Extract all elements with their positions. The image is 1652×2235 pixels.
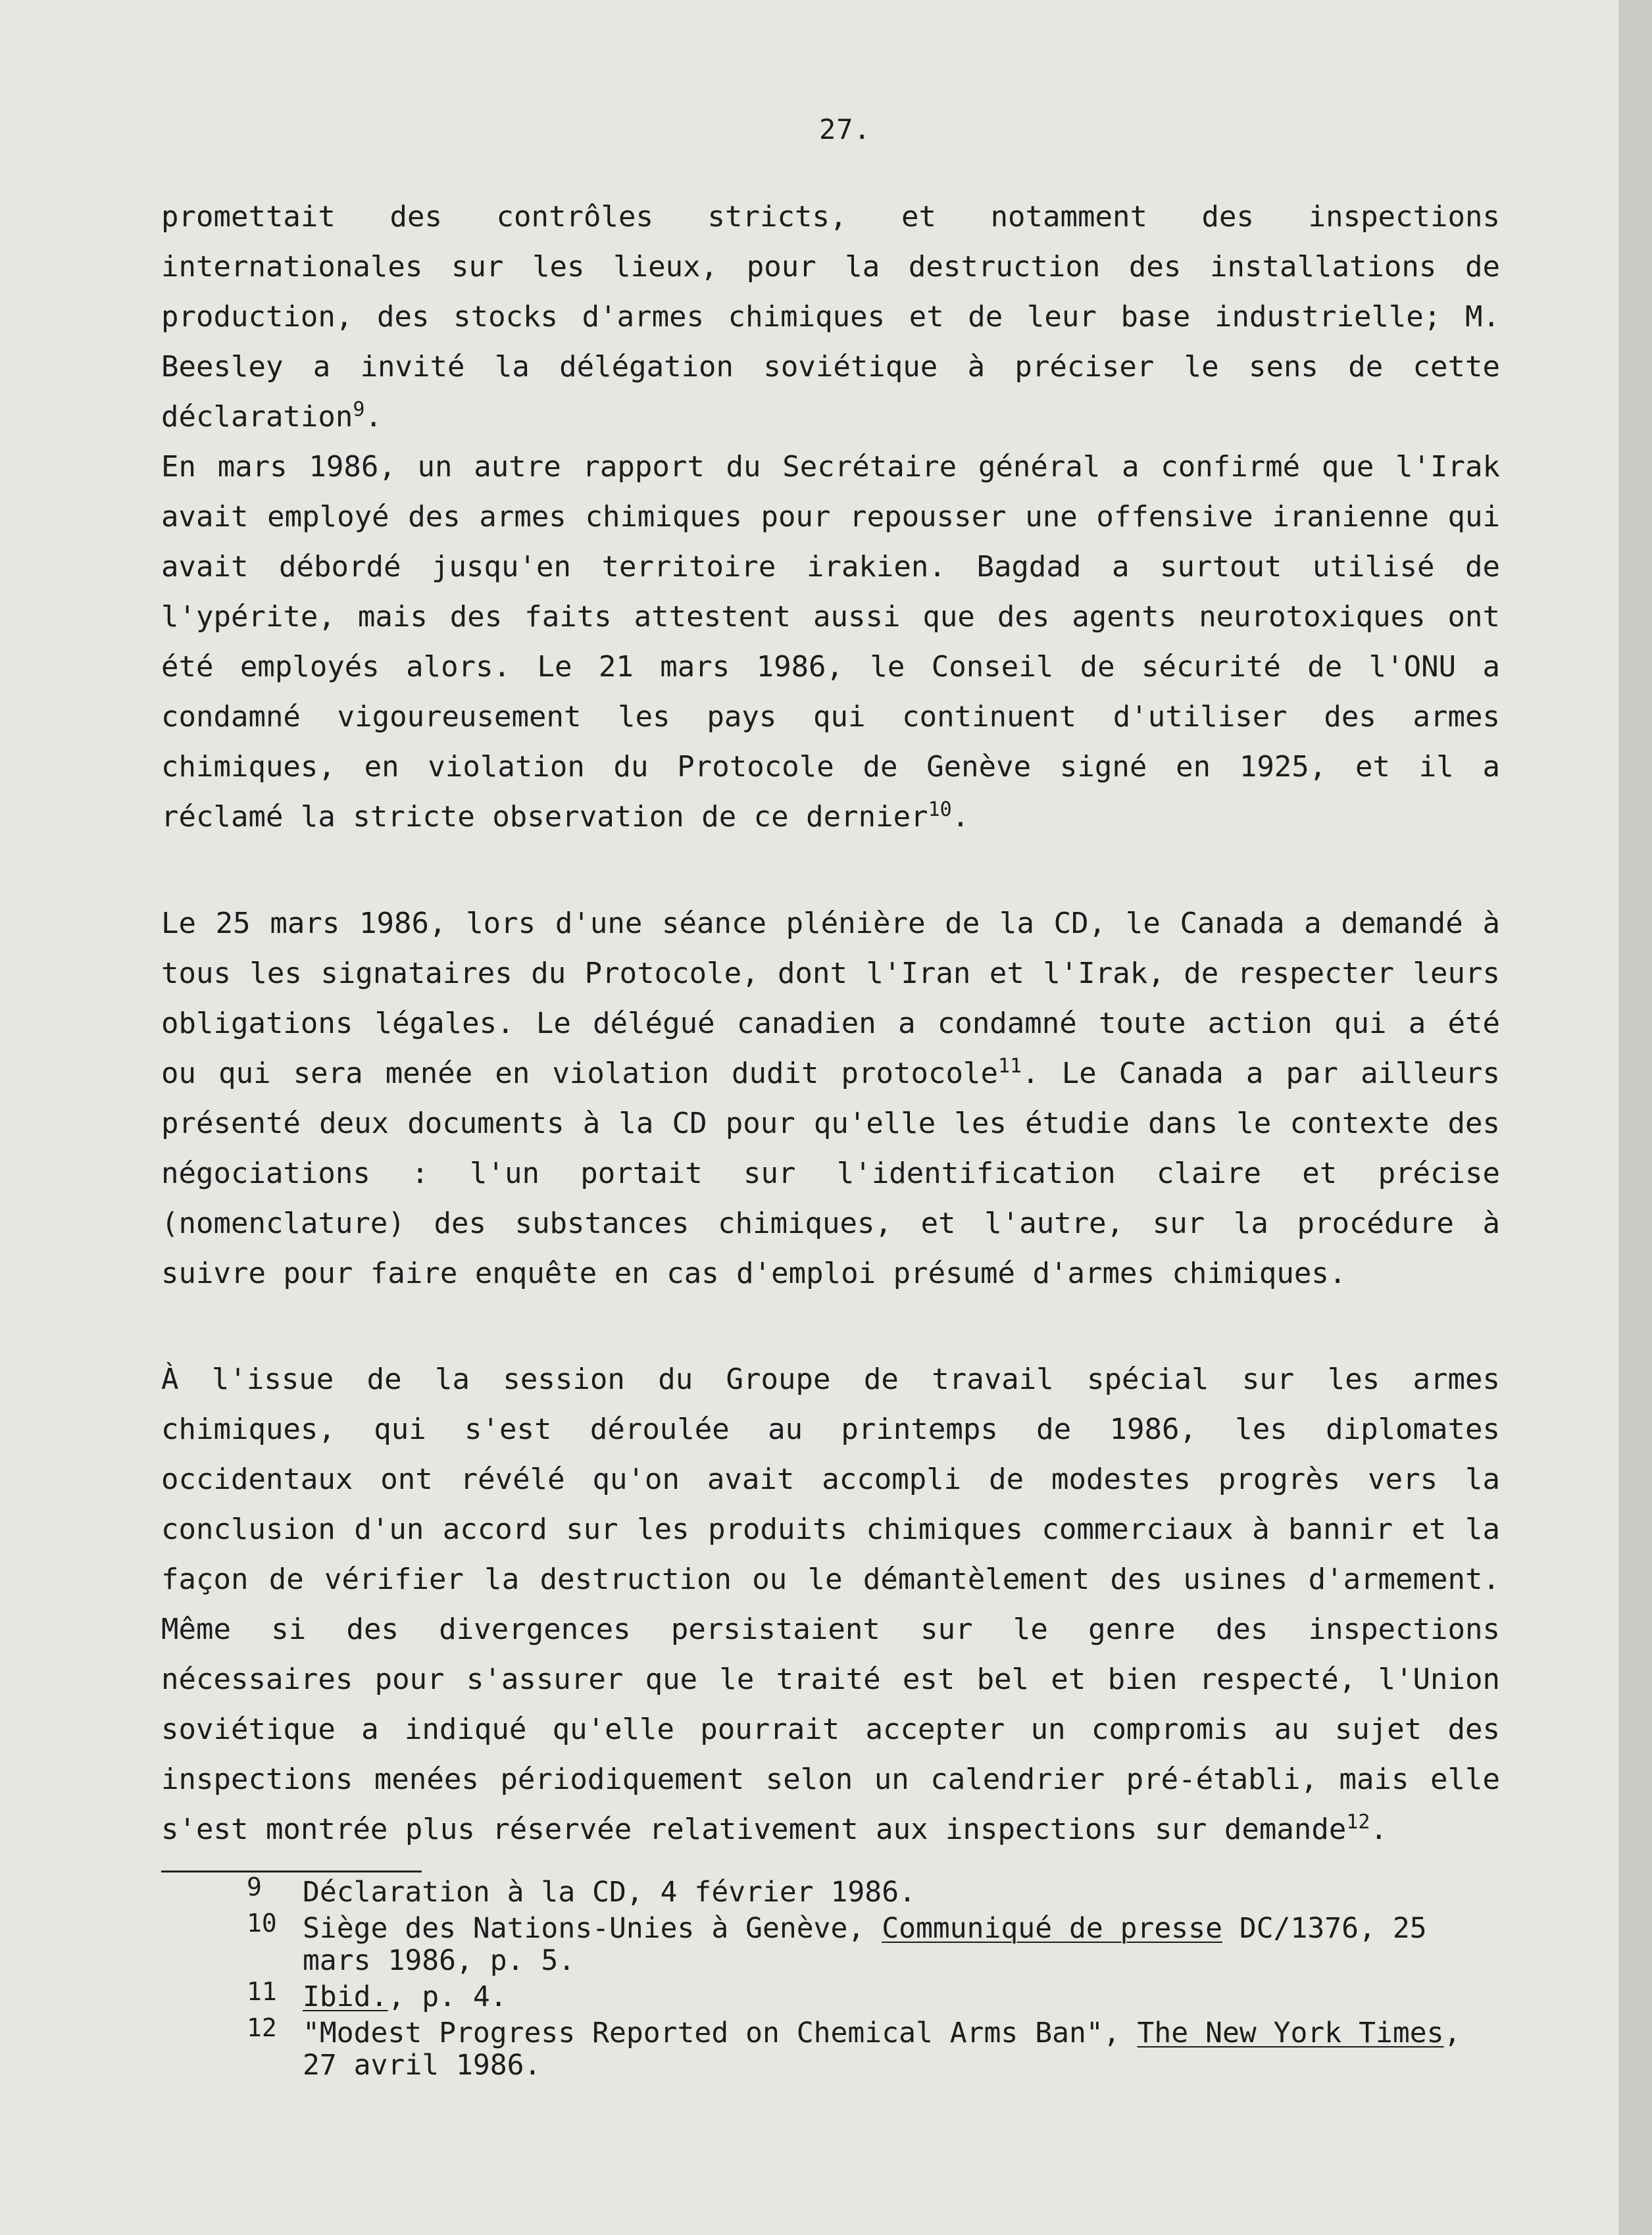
footnote-11: 11 Ibid., p. 4. <box>247 1977 507 2013</box>
paragraph-1: promettait des contrôles stricts, et notamment des inspections internationales sur les lieux, pour la destruction des installations de production, des stocks d'armes chimiques et de leur base industrielle; M. Beesley a invité la délégation soviétique à préciser le sens de cette déclaration$^9$. <box>161 200 1500 434</box>
paragraph-text: Le 25 mars 1986, lors d'une séance plénière de la CD, le Canada a demandé à tous les signataires du Protocole, dont l'Iran et l'Irak, de respecter leurs obligations légales. Le délégué canadien a condamné toute action qui a été ou qui sera menée en violation dudit protocole <box>161 907 1500 1090</box>
footnote-ref-12: 12 <box>1346 1811 1370 1834</box>
footnote-ref-9: 9 <box>353 398 365 421</box>
paragraph-2: En mars 1986, un autre rapport du Secrétaire général a confirmé que l'Irak avait employé des armes chimiques pour repousser une offensive iranienne qui avait débordé jusqu'en territoire irakien. Bagdad a surtout utilisé de l'ypérite, mais des faits attestent aussi que des agents neurotoxiques ont été employés alors. Le 21 mars 1986, le Conseil de sécurité de l'ONU a condamné vigoureusement les pays qui continuent d'utiliser des armes chimiques, en violation du Protocole de Genève signé en 1925, et il a réclamé la stricte observation de ce dernier$^{10}$. <box>161 450 1500 834</box>
footnote-ref-11: 11 <box>997 1055 1022 1078</box>
paragraph-text: À l'issue de la session du Groupe de travail spécial sur les armes chimiques, qui s'est déroulée au printemps de 1986, les diplomates occidentaux ont révélé qu'on avait accompli de modestes progrès vers la conclusion d'un accord sur les produits chimiques commerciaux à bannir et la façon de vérifier la destruction ou le démantèlement des usines d'armement. Même si des divergences persistaient sur le genre des inspections nécessaires pour s'assurer que le traité est bel et bien respecté, l'Union soviétique a indiqué qu'elle pourrait accepter un compromis au sujet des inspections menées périodiquement selon un calendrier pré-établi, mais elle s'est montrée plus réservée relativement aux inspections sur demande <box>161 1363 1500 1846</box>
source-title: Ibid. <box>303 1980 388 2013</box>
footnote-10: 10 Siège des Nations-Unies à Genève, Communiqué de presse DC/1376, 25 mars 1986, p. 5. <box>247 1909 1427 1977</box>
paragraph-text: En mars 1986, un autre rapport du Secrétaire général a confirmé que l'Irak avait employé des armes chimiques pour repousser une offensive iranienne qui avait débordé jusqu'en territoire irakien. Bagdad a surtout utilisé de l'ypérite, mais des faits attestent aussi que des agents neurotoxiques ont été employés alors. Le 21 mars 1986, le Conseil de sécurité de l'ONU a condamné vigoureusement les pays qui continuent d'utiliser des armes chimiques, en violation du Protocole de Genève signé en 1925, et il a réclamé la stricte observation de ce dernier <box>161 450 1500 834</box>
paragraph-text: promettait des contrôles stricts, et notamment des inspections internationales sur les lieux, pour la destruction des installations de production, des stocks d'armes chimiques et de leur base industrielle; M. Beesley a invité la délégation soviétique à préciser le sens de cette déclaration <box>161 200 1500 434</box>
footnote-number: 9 <box>247 1872 262 1901</box>
footnote-number: 11 <box>247 1977 277 2006</box>
paragraph-3: Le 25 mars 1986, lors d'une séance plénière de la CD, le Canada a demandé à tous les signataires du Protocole, dont l'Iran et l'Irak, de respecter leurs obligations légales. Le délégué canadien a condamné toute action qui a été ou qui sera menée en violation dudit protocole$^{11}$. Le Canada a par ailleurs présenté deux documents à la CD pour qu'elle les étudie dans le contexte des négociations : l'un portait sur l'identification claire et précise (nomenclature) des substances chimiques, et l'autre, sur la procédure à suivre pour faire enquête en cas d'emploi présumé d'armes chimiques. <box>161 907 1500 1290</box>
footnotes <box>247 1872 1464 2086</box>
footnote-number: 10 <box>247 1909 277 1938</box>
source-title: Communiqué de presse <box>882 1912 1222 1945</box>
footnote-number: 12 <box>247 2013 277 2042</box>
footnote-ref-10: 10 <box>928 798 952 821</box>
page-number: 27. <box>819 113 871 145</box>
paragraph-4: À l'issue de la session du Groupe de travail spécial sur les armes chimiques, qui s'est déroulée au printemps de 1986, les diplomates occidentaux ont révélé qu'on avait accompli de modestes progrès vers la conclusion d'un accord sur les produits chimiques commerciaux à bannir et la façon de vérifier la destruction ou le démantèlement des usines d'armement. Même si des divergences persistaient sur le genre des inspections nécessaires pour s'assurer que le traité est bel et bien respecté, l'Union soviétique a indiqué qu'elle pourrait accepter un compromis au sujet des inspections menées périodiquement selon un calendrier pré-établi, mais elle s'est montrée plus réservée relativement aux inspections sur demande$^{12}$. <box>161 1363 1500 1846</box>
footnote-text: Déclaration à la CD, 4 février 1986. <box>303 1876 916 1909</box>
footnote-12: 12 "Modest Progress Reported on Chemical Arms Ban", The New York Times, 27 avril 1986. <box>247 2013 1461 2082</box>
footnote-divider <box>161 1871 422 1872</box>
footnote-9 <box>247 1872 1464 1909</box>
source-title: The New York Times <box>1137 2017 1444 2049</box>
